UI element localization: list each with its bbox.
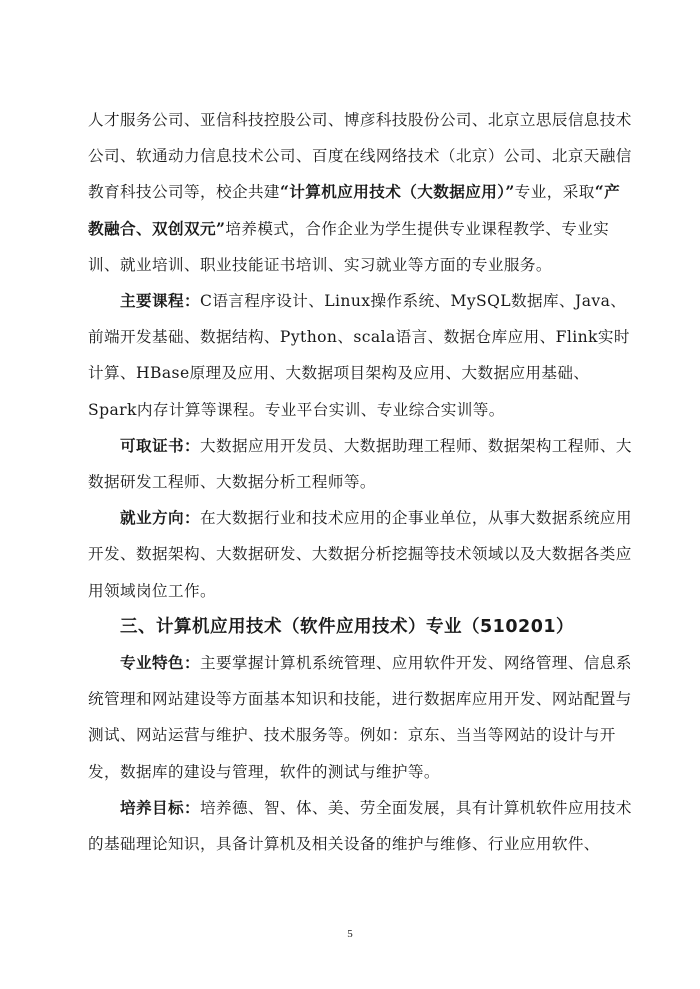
courses-label: 主要课程： — [120, 291, 200, 311]
certificates-text: 大数据应用开发员、大数据助理工程师、数据架构工程师、大数据研发工程师、大数据分析工程师等。 — [88, 436, 632, 492]
partners-text: 人才服务公司、亚信科技控股公司、博彦科技股份公司、北京立思辰信息技术公司、软通动力信息技术公司、百度在线网络技术（北京）公司、北京天融信教育科技公司等，校企共建 — [88, 111, 632, 202]
section-heading: 三、计算机应用技术（软件应用技术）专业（510201） — [120, 616, 575, 637]
partners-tail-text: 培养模式，合作企业为学生提供专业课程教学、专业实训、就业培训、职业技能证书培训、实习就业等方面的专业服务。 — [88, 219, 610, 274]
employment-text: 在大数据行业和技术应用的企事业单位，从事大数据系统应用开发、数据架构、大数据研发、大数据分析挖掘等技术领域以及大数据各类应用领域岗位工作。 — [88, 509, 632, 600]
paragraph-features — [88, 645, 633, 790]
training-mode-emphasis: “产教融合、双创双元” — [88, 182, 621, 238]
goals-text: 培养德、智、体、美、劳全面发展，具有计算机软件应用技术的基础理论知识，具备计算机及相关设备的维护与维修、行业应用软件、 — [88, 798, 632, 854]
goals-label: 培养目标： — [120, 797, 200, 817]
certificates-label: 可取证书： — [120, 435, 200, 455]
paragraph-goals — [88, 790, 633, 862]
features-text: 主要掌握计算机系统管理、应用软件开发、网络管理、信息系统管理和网站建设等方面基本知识和技能，进行数据库应用开发、网站配置与测试、网站运营与维护、技术服务等。例如：京东、当当等网站的设计与开发，数据库的建设与管理，软件的测试与维护等。 — [88, 654, 632, 781]
page-number: 5 — [347, 928, 353, 940]
paragraph-partners — [88, 102, 633, 283]
major-name-emphasis: “计算机应用技术（大数据应用）” — [279, 182, 515, 202]
employment-label: 就业方向： — [120, 508, 200, 528]
page-content — [88, 102, 633, 862]
paragraph-courses — [88, 283, 633, 428]
paragraph-employment — [88, 500, 633, 609]
paragraph-certificates — [88, 428, 633, 500]
features-label: 专业特色： — [120, 653, 200, 673]
courses-text: C语言程序设计、Linux操作系统、MySQL数据库、Java、前端开发基础、数据结构、Python、scala语言、数据仓库应用、Flink实时计算、HBase原理及应用、大数据项目架构及应用、大数据应用基础、Spark内存计算等课程。专业平台实训、专业综合实训等。 — [88, 292, 630, 419]
partners-mid-text: 专业，采取 — [514, 183, 595, 202]
